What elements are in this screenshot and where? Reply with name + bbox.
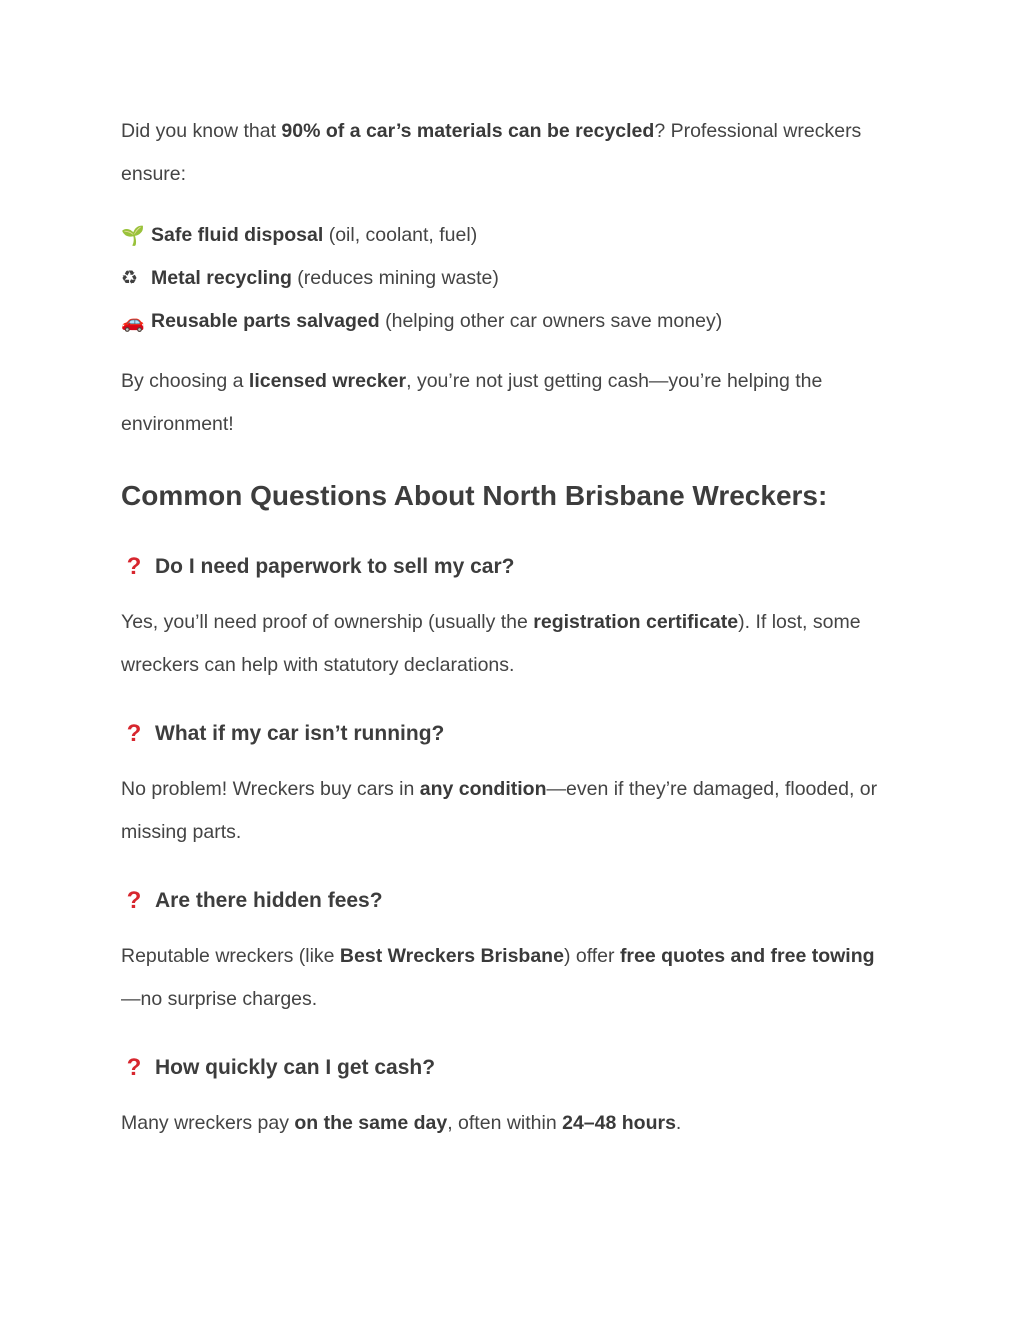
faq-answer-text: Reputable wreckers (like [121,945,340,967]
intro-text-end: ? Professional wreckers ensure: [121,120,862,185]
faq-answer-text: —even if they’re damaged, flooded, or missing parts. [121,778,878,843]
faq-question-text: Do I need paperwork to sell my car? [155,555,515,578]
faq-answer-text: Yes, you’ll need proof of ownership (usually the [121,611,534,633]
faq-answer [121,768,891,854]
closing-paragraph [121,360,891,446]
faq-answer-bold: on the same day [294,1112,448,1134]
faq-answer-text: —no surprise charges. [121,988,318,1010]
faq-answer [121,601,891,687]
question-mark-icon: ? [126,887,142,914]
faq-answer-text: . [675,1112,682,1134]
faq-answer-text: ) offer [563,945,620,967]
list-item-text: (oil, coolant, fuel) [323,224,478,246]
list-item-text: (helping other car owners save money) [379,310,723,332]
faq-question-text: What if my car isn’t running? [155,722,445,745]
seedling-icon: 🌱 [121,225,145,247]
faq-question-text: How quickly can I get cash? [155,1056,436,1079]
closing-text: By choosing a [121,370,249,392]
faq-answer-bold: registration certificate [533,611,739,633]
faq-answer-bold: 24–48 hours [562,1112,676,1134]
faq-question [121,884,383,918]
intro-bold: 90% of a car’s materials can be recycled [281,120,655,142]
faq-question [121,550,514,584]
list-item-text: (reduces mining waste) [291,267,499,289]
intro-text: Did you know that [121,120,282,142]
faq-answer-bold: Best Wreckers Brisbane [339,945,564,967]
faq-answer-bold: any condition [419,778,547,800]
question-mark-icon: ? [126,1054,142,1081]
faq-answer [121,1102,891,1145]
list-item-bold: Safe fluid disposal [151,224,324,246]
recycle-icon: ♻ [121,268,139,289]
list-item [121,257,891,300]
list-item [121,300,891,343]
closing-bold: licensed wrecker [248,370,407,392]
list-item-bold: Metal recycling [151,267,292,289]
question-mark-icon: ? [126,553,142,580]
faq-question [121,1051,435,1085]
faq-answer-text: ). If lost, some wreckers can help with statutory declarations. [121,611,861,676]
question-mark-icon: ? [126,720,142,747]
faq-answer [121,935,891,1021]
list-item-bold: Reusable parts salvaged [151,310,380,332]
faq-answer-text: No problem! Wreckers buy cars in [121,778,420,800]
faq-answer-bold: free quotes and free towing [619,945,875,967]
intro-paragraph [121,110,891,196]
section-heading: Common Questions About North Brisbane Wreckers: [121,480,828,511]
faq-question-text: Are there hidden fees? [155,889,383,912]
benefit-list [121,214,891,343]
closing-text-end: , you’re not just getting cash—you’re helping the environment! [121,370,823,435]
car-icon: 🚗 [121,311,145,333]
faq-answer-text: Many wreckers pay [121,1112,295,1134]
faq-answer-text: , often within [447,1112,563,1134]
list-item [121,214,891,257]
faq-question [121,717,444,751]
